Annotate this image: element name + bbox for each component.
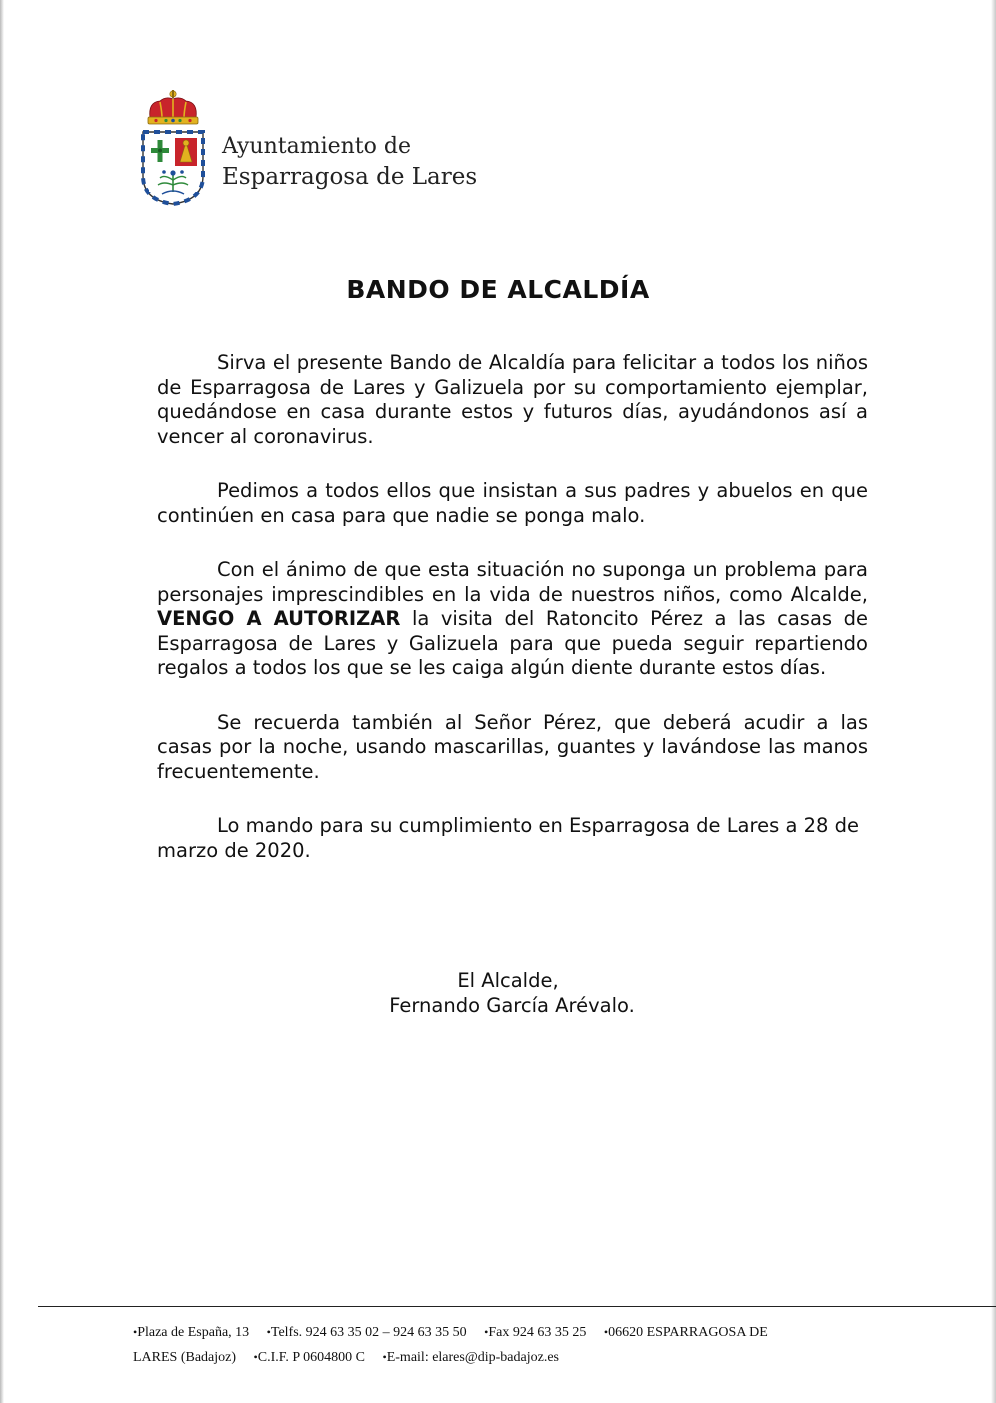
document-title: BANDO DE ALCALDÍA bbox=[346, 275, 650, 304]
footer-contact bbox=[133, 1320, 853, 1370]
footer-line-1 bbox=[133, 1320, 853, 1345]
paragraph-4: Se recuerda también al Señor Pérez, que deberá acudir a las casas por la noche, usando mascarillas, guantes y lavándose las manos frecuentemente. bbox=[157, 710, 868, 783]
scan-edge-right bbox=[991, 0, 996, 1403]
footer-postal-city: LARES (Badajoz) bbox=[133, 1350, 237, 1365]
footer-cif: • C.I.F. P 0604800 C bbox=[254, 1350, 365, 1365]
document-body bbox=[157, 351, 868, 893]
footer-line-2 bbox=[133, 1345, 853, 1370]
footer-phones: • Telfs. 924 63 35 02 – 924 63 35 50 bbox=[267, 1325, 467, 1340]
org-line-1: Ayuntamiento de bbox=[222, 134, 411, 159]
footer-divider bbox=[38, 1306, 996, 1307]
paragraph-3-start: Con el ánimo de que esta situación no suponga un problema para personajes imprescindibles en la vida de nuestros niños, como Alcalde, bbox=[157, 558, 868, 606]
signature-title: El Alcalde, bbox=[457, 969, 559, 992]
org-line-2: Esparragosa de Lares bbox=[222, 164, 478, 190]
authorization-emphasis: VENGO A AUTORIZAR bbox=[157, 607, 401, 630]
paragraph-2: Pedimos a todos ellos que insistan a sus padres y abuelos en que continúen en casa para que nadie se ponga malo. bbox=[157, 479, 868, 527]
letterhead bbox=[140, 88, 540, 208]
municipality-name bbox=[222, 132, 477, 192]
scan-edge-left bbox=[0, 0, 4, 1403]
paragraph-5: Lo mando para su cumplimiento en Esparragosa de Lares a 28 de marzo de 2020. bbox=[157, 814, 859, 862]
footer-address: • Plaza de España, 13 bbox=[133, 1325, 249, 1340]
paragraph-1: Sirva el presente Bando de Alcaldía para felicitar a todos los niños de Esparragosa de Lares y Galizuela por su comportamiento ejemplar, quedándose en casa durante estos y futuros días, ayudándonos así a vencer al coronavirus. bbox=[157, 351, 868, 448]
paragraph-3 bbox=[157, 558, 868, 681]
footer-postal-code: • 06620 ESPARRAGOSA DE bbox=[604, 1325, 768, 1340]
footer-fax: • Fax 924 63 35 25 bbox=[484, 1325, 586, 1340]
municipal-coat-of-arms-icon bbox=[140, 88, 206, 206]
footer-email: • E-mail: elares@dip-badajoz.es bbox=[383, 1350, 559, 1365]
signature-name: Fernando García Arévalo. bbox=[389, 993, 635, 1017]
signature-block bbox=[0, 969, 996, 1018]
paragraph-3-end: la visita del Ratoncito Pérez a las casas de Esparragosa de Lares y Galizuela para que pueda seguir repartiendo regalos a todos los que se les caiga algún diente durante estos días. bbox=[157, 607, 868, 679]
